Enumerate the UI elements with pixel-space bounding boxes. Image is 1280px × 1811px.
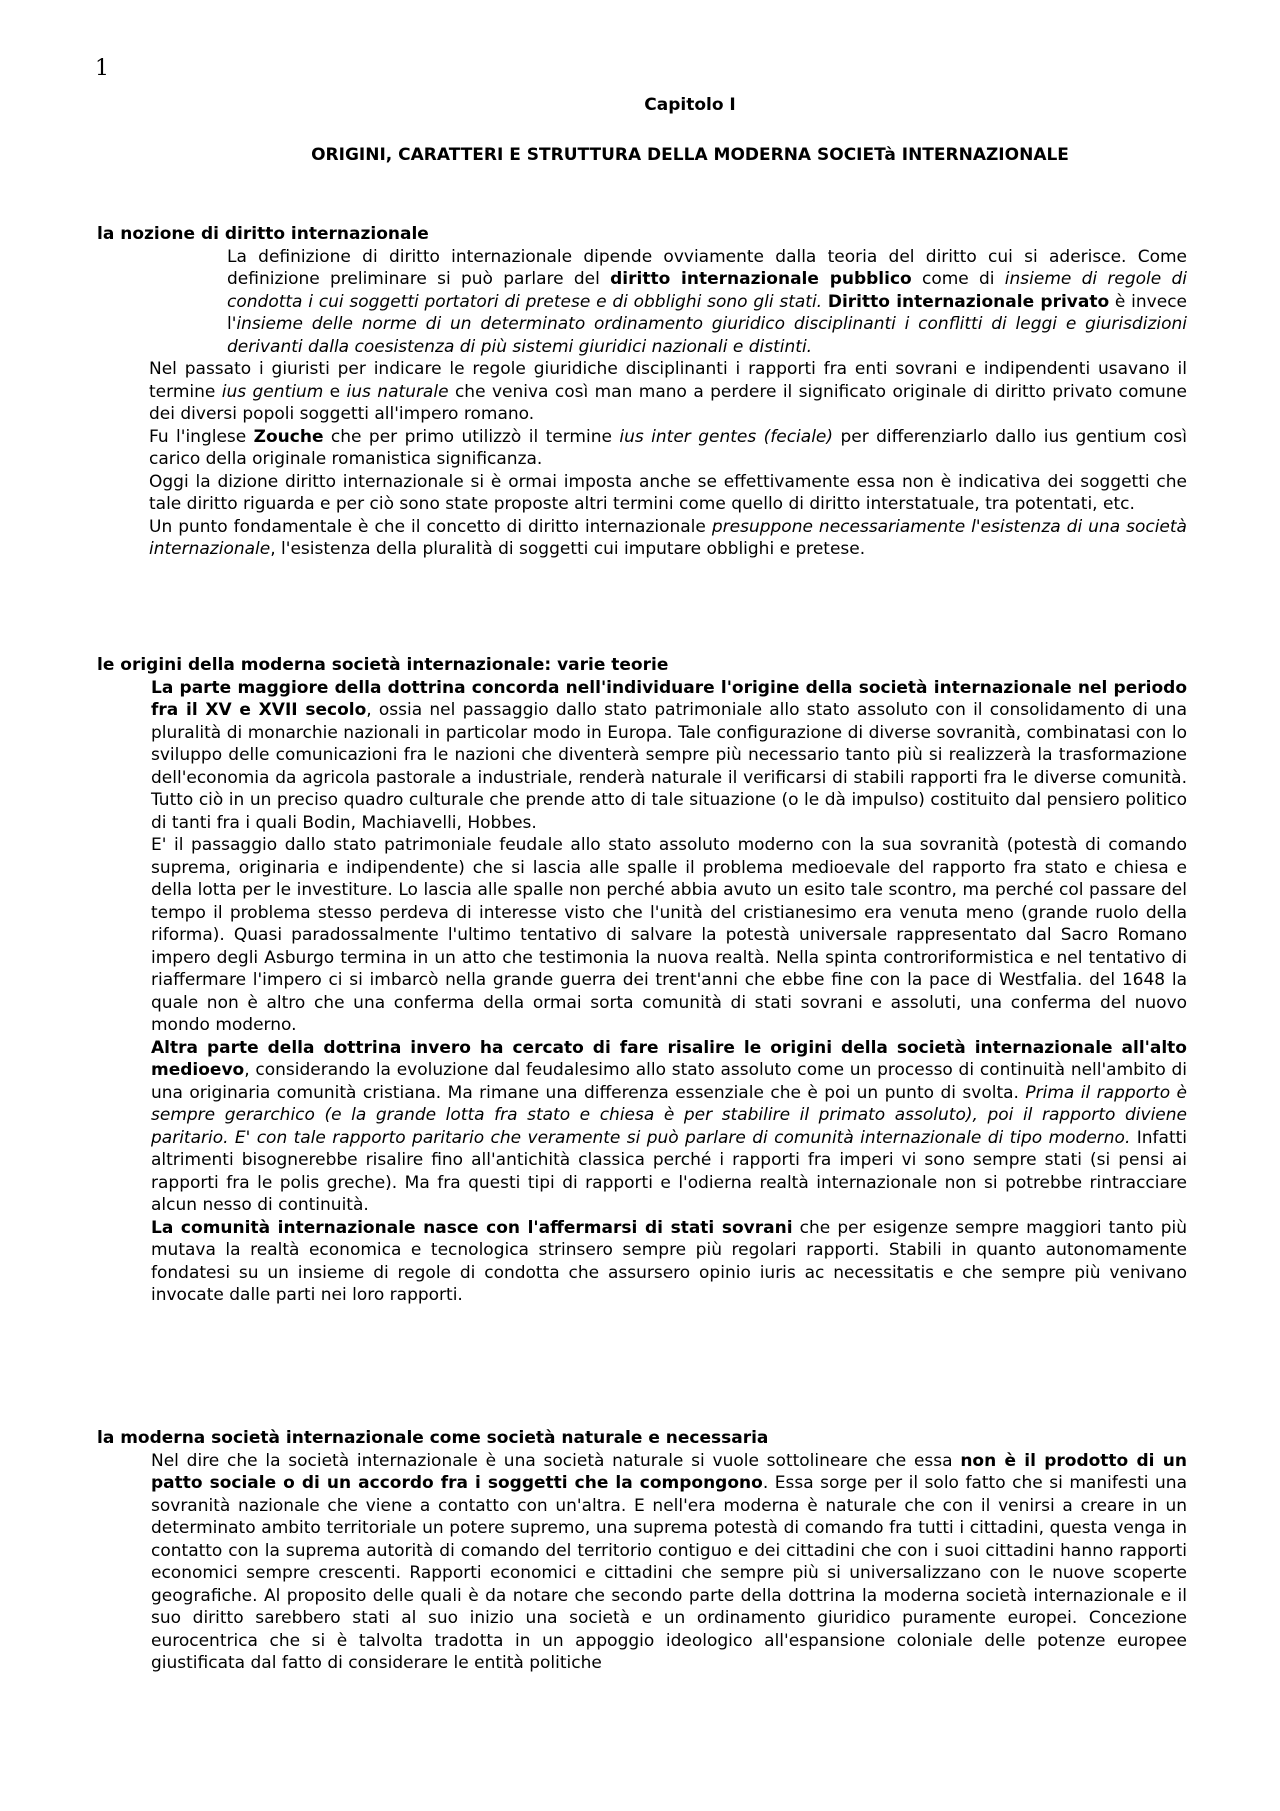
- page-title: ORIGINI, CARATTERI E STRUTTURA DELLA MODERNA SOCIETà INTERNAZIONALE: [311, 145, 1069, 165]
- section-heading: le origini della moderna società internazionale: varie teorie: [97, 655, 669, 675]
- paragraph: Fu l'inglese Zouche che per primo utilizzò il termine ius inter gentes (feciale) per differenziarlo dallo ius gentium così carico della originale romanistica significanza.: [149, 426, 1188, 469]
- paragraph: Un punto fondamentale è che il concetto di diritto internazionale presuppone necessariamente l'esistenza di una società internazionale, l'esistenza della pluralità di soggetti cui imputare obblighi e pretese.: [149, 516, 1187, 559]
- paragraph: La parte maggiore della dottrina concorda nell'individuare l'origine della società internazionale nel periodo fra il XV e XVII secolo, ossia nel passaggio dallo stato patrimoniale allo stato assoluto con il consolidamento di una pluralità di monarchie nazionali in particolar modo in Europa. Tale configurazione di diverse sovranità, combinatasi con lo sviluppo delle comunicazioni fra le nazioni che diventerà sempre più necessario tanto più si realizzerà la trasformazione dell'economia da agricola pastorale a industriale, renderà naturale il verificarsi di stabili rapporti fra le diverse comunità. Tutto ciò in un preciso quadro culturale che prende atto di tale situazione (o le dà impulso) costituito dal pensiero politico di tanti fra i quali Bodin, Machiavelli, Hobbes.: [151, 677, 1187, 833]
- paragraph: Nel passato i giuristi per indicare le regole giuridiche disciplinanti i rapporti fra enti sovrani e indipendenti usavano il termine ius gentium e ius naturale che veniva così man mano a perdere il significato originale di diritto privato comune dei diversi popoli soggetti all'impero romano.: [149, 359, 1187, 424]
- paragraph: La definizione di diritto internazionale dipende ovviamente dalla teoria del diritto cui si aderisce. Come definizione preliminare si può parlare del diritto internazionale pubblico come di insieme di regole di condotta i cui soggetti portatori di pretese e di obblighi sono gli stati. Diritto internazionale privato è invece l'insieme delle norme di un determinato ordinamento giuridico disciplinanti i conflitti di leggi e giurisdizioni derivanti dalla coesistenza di più sistemi giuridici nazionali e distinti.: [227, 246, 1187, 357]
- paragraph: Altra parte della dottrina invero ha cercato di fare risalire le origini della società internazionale all'alto medioevo, considerando la evoluzione dal feudalesimo allo stato assoluto come un processo di continuità nell'ambito di una originaria comunità cristiana. Ma rimane una differenza essenziale che è poi un punto di svolta. Prima il rapporto è sempre gerarchico (e la grande lotta fra stato e chiesa è per stabilire il primato assoluto), poi il rapporto diviene paritario. E' con tale rapporto paritario che veramente si può parlare di comunità internazionale di tipo moderno. Infatti altrimenti bisognerebbe risalire fino all'antichità classica perché i rapporti fra imperi vi sono sempre stati (si pensi ai rapporti fra le polis greche). Ma fra questi tipi di rapporti e l'odierna realtà internazionale non si potrebbe rintracciare alcun nesso di continuità.: [151, 1037, 1188, 1215]
- paragraph: La comunità internazionale nasce con l'affermarsi di stati sovrani che per esigenze sempre maggiori tanto più mutava la realtà economica e tecnologica strinsero sempre più regolari rapporti. Stabili in quanto autonomamente fondatesi su un insieme di regole di condotta che assursero opinio iuris ac necessitatis e che sempre più venivano invocate dalle parti nei loro rapporti.: [151, 1217, 1187, 1305]
- section-origini: [97, 654, 1187, 1307]
- page-number: 1: [95, 56, 109, 81]
- section-heading: la moderna società internazionale come società naturale e necessaria: [97, 1428, 769, 1448]
- paragraph: Nel dire che la società internazionale è una società naturale si vuole sottolineare che essa non è il prodotto di un patto sociale o di un accordo fra i soggetti che la compongono. Essa sorge per il solo fatto che si manifesti una sovranità nazionale che viene a contatto con un'altra. E nell'era moderna è naturale che con il venirsi a creare in un determinato ambito territoriale un potere supremo, una suprema potestà di comando fra tutti i cittadini, questa venga in contatto con la suprema autorità di comando del territorio contiguo e dei cittadini che con i suoi cittadini hanno rapporti economici sempre crescenti. Rapporti economici e cittadini che sempre più si universalizzano con le nuove scoperte geografiche. Al proposito delle quali è da notare che secondo parte della dottrina la moderna società internazionale e il suo diritto sarebbero stati al suo inizio una società e un ordinamento giuridico puramente europei. Concezione eurocentrica che si è talvolta tradotta in un appoggio ideologico all'espansione coloniale delle potenze europee giustificata dal fatto di considerare le entità politiche: [151, 1450, 1187, 1673]
- paragraph: E' il passaggio dallo stato patrimoniale feudale allo stato assoluto moderno con la sua sovranità (potestà di comando suprema, originaria e indipendente) che si lascia alle spalle il problema medioevale del rapporto fra stato e chiesa e della lotta per le investiture. Lo lascia alle spalle non perché abbia avuto un esito tale scontro, ma perché col passare del tempo il problema stesso perdeva di interesse visto che l'unità del cristianesimo era venuta meno (grande ruolo della riforma). Quasi paradossalmente l'ultimo tentativo di salvare la potestà universale rappresentato dal Sacro Romano impero degli Asburgo termina in un atto che testimonia la nuova realtà. Nella spinta controriformistica e nel tentativo di riaffermare l'impero ci si imbarcò nella grande guerra dei trent'anni che ebbe fine con la pace di Westfalia. del 1648 la quale non è altro che una conferma della ormai sorta comunità di stati sovrani e assoluti, una conferma del nuovo mondo moderno.: [151, 835, 1187, 1035]
- section-nozione: [97, 223, 1187, 561]
- paragraph: Oggi la dizione diritto internazionale si è ormai imposta anche se effettivamente essa non è indicativa dei soggetti che tale diritto riguarda e per ciò sono state proposte altri termini come quello di diritto interstatuale, tra potentati, etc.: [149, 471, 1187, 514]
- section-heading: la nozione di diritto internazionale: [97, 224, 429, 244]
- section-societa-naturale: [97, 1427, 1187, 1675]
- chapter-heading: Capitolo I: [644, 95, 736, 115]
